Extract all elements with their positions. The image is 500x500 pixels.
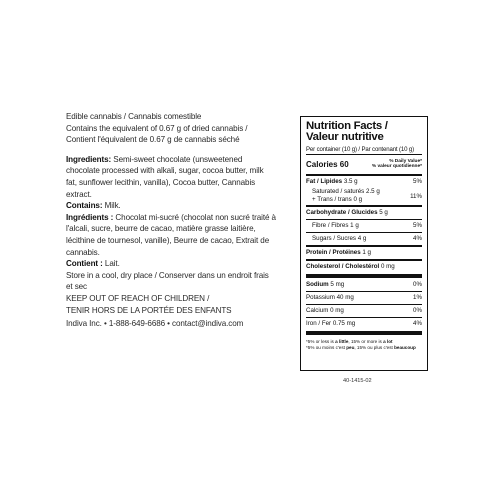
calories-label: Calories 60 [306, 159, 349, 169]
ingredients-en [66, 154, 276, 200]
dv-en: % Daily Value* [389, 158, 422, 164]
ingredients-fr-label: Ingrédients : [66, 212, 114, 222]
equivalency-fr: Contient l'équivalent de 0.67 g de cannabis séché [66, 135, 240, 145]
sodium-row [306, 279, 422, 291]
cholesterol-row [306, 261, 422, 273]
ingredients-fr-text: Chocolat mi-sucré (chocolat non sucré traité à l'alcali, sucre, beurre de cacao, matière grasse laitière, lécithine de tournesol, vanille), Beurre de cacao, Extrait de cannabis. [66, 212, 276, 257]
carb-amount: 5 g [377, 209, 388, 217]
sugars-pct: 4% [413, 235, 422, 243]
nutrition-facts-table [300, 116, 428, 371]
serving-size: Per container (10 g) / Par contenant (10 g) [306, 145, 415, 153]
contains-fr-label: Contient : [66, 259, 103, 269]
nutrition-title-en: Nutrition Facts / [306, 120, 388, 132]
equivalency-en: Contains the equivalent of 0.67 g of dried cannabis / [66, 123, 248, 133]
contains-fr [66, 258, 276, 270]
sugars-row [306, 233, 422, 245]
carb-name: Carbohydrate / Glucides [306, 209, 378, 217]
carb-row [306, 207, 422, 219]
protein-row [306, 247, 422, 259]
fat-amount: 3.5 g [342, 178, 358, 186]
warning-fr: TENIR HORS DE LA PORTÉE DES ENFANTS [66, 305, 232, 315]
sat-trans-pct: 11% [410, 192, 422, 200]
ingredients-en-text: Semi-sweet chocolate (unsweetened chocolate processed with alkali, sugar, cocoa butter, milk fat, sunflower lecithin, vanilla), Cocoa butter, Cannabis extract. [66, 154, 264, 199]
potassium-pct: 1% [413, 294, 422, 302]
fibre-row [306, 220, 422, 232]
iron-pct: 4% [413, 320, 422, 328]
sodium-amount: 5 mg [328, 281, 345, 289]
sodium-pct: 0% [413, 281, 422, 289]
potassium-line: Potassium 40 mg [306, 294, 354, 302]
fat-name: Fat / Lipides [306, 178, 343, 186]
dv-fr: % valeur quotidienne* [371, 164, 422, 170]
ingredients-fr [66, 212, 276, 258]
calcium-pct: 0% [413, 307, 422, 315]
calcium-row [306, 305, 422, 317]
sugars-line: Sugars / Sucres 4 g [312, 235, 367, 243]
sat-trans-block [306, 188, 422, 205]
iron-line: Iron / Fer 0.75 mg [306, 320, 356, 328]
label-code: 40-1415-02 [343, 378, 372, 384]
footnote-fr: *5% ou moins c'est peu, 15% ou plus c'est beaucoup [306, 344, 416, 350]
label-text-block [66, 111, 276, 330]
warning-en: KEEP OUT OF REACH OF CHILDREN / [66, 293, 210, 303]
chol-amount: 0 mg [379, 263, 395, 271]
fat-row [306, 176, 422, 188]
footnote-en: *5% or less is a little, 15% or more is a lot [306, 338, 393, 344]
calcium-line: Calcium 0 mg [306, 307, 344, 315]
contains-en-text: Milk. [102, 201, 121, 211]
storage-instructions: Store in a cool, dry place / Conserver dans un endroit frais et sec [66, 270, 269, 292]
nutrition-title-fr: Valeur nutritive [306, 131, 384, 144]
company-contact: Indiva Inc. • 1-888-649-6686 • contact@indiva.com [66, 319, 244, 329]
calories-row [306, 155, 422, 174]
contains-fr-text: Lait. [102, 259, 120, 269]
chol-name: Cholesterol / Cholestérol [306, 263, 380, 271]
trans-line: + Trans / trans 0 g [312, 196, 363, 204]
fibre-pct: 5% [413, 222, 422, 230]
fibre-line: Fibre / Fibres 1 g [312, 222, 359, 230]
sodium-name: Sodium [306, 281, 329, 289]
protein-amount: 1 g [360, 249, 371, 257]
contains-en [66, 200, 276, 212]
protein-name: Protein / Protéines [306, 249, 361, 257]
contains-en-label: Contains: [66, 201, 103, 211]
iron-row [306, 318, 422, 330]
product-type: Edible cannabis / Cannabis comestible [66, 112, 202, 121]
fat-pct: 5% [413, 178, 422, 186]
saturated-line: Saturated / saturés 2.5 g [312, 187, 380, 195]
daily-value-header [372, 159, 422, 170]
footnote [306, 339, 422, 352]
potassium-row [306, 292, 422, 304]
ingredients-en-label: Ingredients: [66, 154, 112, 164]
